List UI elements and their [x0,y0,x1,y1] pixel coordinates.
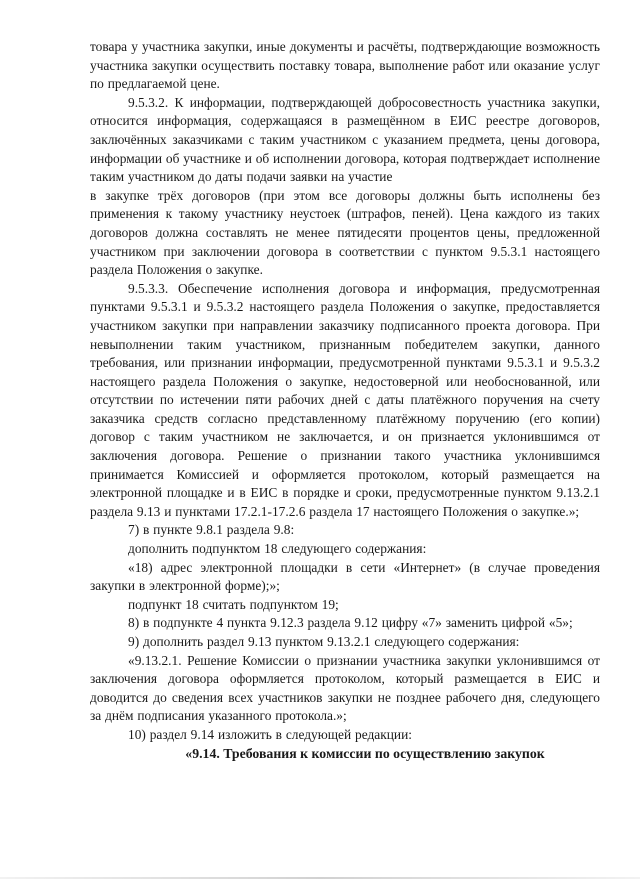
paragraph-continuation: товара у участника закупки, иные документы и расчёты, подтверждающие возможность участника закупки осуществить поставку товара, выполнение работ или оказание услуг по предлагаемой цене. [90,39,600,92]
paragraph-9-5-3-2: 9.5.3.2. К информации, подтверждающей добросовестность участника закупки, относится информация, содержащаяся в размещённом в ЕИС реестре договоров, заключённых заказчиками с таким участником с указанием предмета, цены договора, информации об участнике и об исполнении договора, которая подтверждает исполнение таким участником до даты подачи заявки на участие [90,94,601,185]
document-body [90,38,600,763]
paragraph-item-9: 9) дополнить раздел 9.13 пунктом 9.13.2.1 следующего содержания: [128,634,520,649]
paragraph-9-5-3-3: 9.5.3.3. Обеспечение исполнения договора и информация, предусмотренная пунктами 9.5.3.1 и 9.5.3.2 настоящего раздела Положения о закупке, предоставляется участником закупки при направлении заказчику подписанного проекта договора. При невыполнении таким участником, признанным победителем закупки, данного требования, или признании информации, предусмотренной пунктами 9.5.3.1 и 9.5.3.2 настоящего раздела Положения о закупке, недостоверной или необоснованной, или отсутствии по истечении пяти рабочих дней с даты платёжного поручения на счету заказчика средств согласно представленному платёжному поручению (его копии) договор с таким участником не заключается, и он признается уклонившимся от заключения договора. Решение о признании такого участника уклонившимся принимается Комиссией и оформляется протоколом, который размещается на электронной площадке и в ЕИС в порядке и сроки, предусмотренные пунктом 9.13.2.1 раздела 9.13 и пунктами 17.2.1-17.2.6 раздела 17 настоящего Положения о закупке.»; [90,280,600,519]
paragraph-item-7-renumber: подпункт 18 считать подпунктом 19; [128,596,339,612]
paragraph-item-10: 10) раздел 9.14 изложить в следующей редакции: [128,726,412,742]
paragraph-item-7-add: дополнить подпунктом 18 следующего содержания: [128,541,427,557]
paragraph-item-7: 7) в пункте 9.8.1 раздела 9.8: [128,522,295,538]
section-heading-9-14: «9.14. Требования к комиссии по осуществлению закупок [185,745,545,761]
paragraph-item-7-text: «18) адрес электронной площадки в сети «Интернет» (в случае проведения закупки в электронной форме);»; [90,559,600,594]
paragraph-9-13-2-1: «9.13.2.1. Решение Комиссии о признании участника закупки уклонившимся от заключения договора оформляется протоколом, который размещается в ЕИС и доводится до сведения всех участников закупки не позднее рабочего дня, следующего за днём подписания указанного протокола.»; [90,652,600,724]
paragraph-item-8: 8) в подпункте 4 пункта 9.12.3 раздела 9.12 цифру «7» заменить цифрой «5»; [128,615,573,631]
paragraph-9-5-3-2-continued: в закупке трёх договоров (при этом все договоры должны быть исполнены без применения к такому участнику неустоек (штрафов, пеней). Цена каждого из таких договоров должна составлять не менее пятидесяти процентов цены, предложенной участником при заключении договора в соответствии с пунктом 9.5.3.1 настоящего раздела Положения о закупке. [90,187,600,278]
